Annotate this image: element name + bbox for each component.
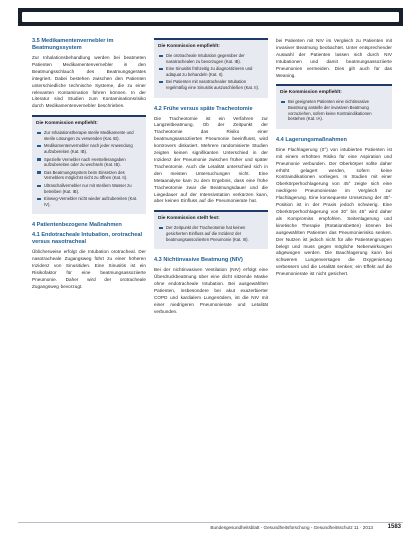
column-right [276, 38, 392, 283]
recommendation-box [276, 84, 392, 128]
bullet-text: Das Beatmungssystem beim Einsetzen des Verneblers möglichst nicht zu öffnen (Kat. II). [44, 169, 128, 181]
bullet-item [36, 196, 142, 207]
bullet-text: Die orotracheale Intubation gegenüber der nasotrachealen zu bevorzugen (Kat. IB). [166, 53, 245, 64]
recommendation-box [154, 38, 268, 98]
bullet-item [36, 143, 142, 154]
statement-box [154, 210, 268, 249]
section-heading: 4.1 Endotracheale Intubation, orotracheal versus nasotracheal [32, 232, 143, 246]
bullet-icon [37, 171, 41, 174]
column-left [32, 38, 146, 296]
box-title: Die Kommission empfiehlt: [36, 121, 98, 127]
column-middle [154, 38, 268, 320]
bullet-item [158, 53, 264, 64]
bullet-text: Der Zeitpunkt der Tracheotomie hat keinen gesicherten Einfluss auf die Inzidenz der beatmungsassoziierten Pneumonie (Kat. III). [166, 225, 249, 242]
body-paragraph: Zur Inhalationsbehandlung werden bei beatmeten Patienten Medikamentenvernebler in den Beatmungsschlauch des Beatmungsgerätes integriert. Dabei bestehen zwischen den Patienten unterschiedliche technische Systeme, die zu einer relevanten Kontamination führen können. In der Literatur sind Studien zum Kontaminationsrisiko durch Medikamentenvernebler beschrieben. [32, 55, 146, 109]
bullet-text: Bei Patienten mit nasotrachealer Intubation regelmäßig eine Sinusitis auszuschließen (Kat. II). [166, 79, 260, 90]
box-title: Die Kommission stellt fest: [158, 216, 220, 222]
section-heading: 4.4 Lagerungsmaßnahmen [276, 136, 347, 143]
bullet-icon [37, 198, 41, 201]
bullet-icon [159, 81, 163, 84]
bullet-icon [37, 158, 41, 161]
bullet-item [36, 183, 142, 194]
section-heading: 4.3 Nichtinvasive Beatmung (NIV) [154, 257, 243, 264]
bullet-icon [159, 55, 163, 58]
bullet-icon [37, 145, 41, 148]
bullet-item [36, 157, 142, 168]
header-bar [18, 8, 403, 26]
recommendation-box [32, 115, 146, 214]
journal-citation: Bundesgesundheitsblatt - Gesundheitsforschung - Gesundheitsschutz 11 · 2013 [210, 525, 373, 530]
body-paragraph: Bei der nichtinvasiven Ventilation (NIV) erfolgt eine Überdruckbeatmung über eine dicht sitzende Maske ohne endotracheale Intubation. Bei ausgewählten Patienten, insbesondere bei akut exazerbierter COPD und kardialem Lungenödem, ist die NIV mit einer niedrigeren Pneumonierate und Letalität verbunden. [154, 267, 268, 314]
bullet-item [158, 79, 264, 90]
bullet-icon [159, 68, 163, 71]
chapter-heading: 4 Patientenbezogene Maßnahmen [32, 222, 122, 229]
box-title: Die Kommission empfiehlt: [158, 44, 220, 49]
bullet-text: Ultraschallvernebler nur mit sterilem Wasser zu betreiben (Kat. IB). [44, 183, 132, 194]
bullet-text: Medikamentenvernebler nach jeder Anwendung aufzubereiten (Kat. IB). [44, 143, 133, 155]
bullet-item [36, 170, 142, 181]
body-paragraph: Eine Flachlagerung (0°) von intubierten Patienten ist mit einem erhöhten Risiko für eine Aspiration und Pneumonie verbunden. Der Oberkörper sollte daher erhöht gelagert werden, sofern keine Kontraindikationen vorliegen. In Studien mit einer Oberkörperhochlagerung von 45° zeigte sich eine niedrigere Pneumonierate im Vergleich zur Flachlagerung. Eine konsequente Umsetzung der 45°-Position ist in der Praxis jedoch schwierig. Eine Oberkörperhochlagerung von 30° bis 45° wird daher als Kompromiss empfohlen. Seitenlagerung und kinetische Therapie (Rotationsbetten) können bei ausgewählten Patienten das Pneumonierisiko senken. Der Nutzen ist jedoch nicht für alle Patientengruppen belegt und muss gegen mögliche Nebenwirkungen abgewogen werden. Die Bauchlagerung kann bei schwerem Lungenversagen die Oxygenierung verbessern und die Letalität senken; ein Effekt auf die Pneumonierate ist nicht gesichert. [276, 146, 392, 277]
bullet-item [36, 130, 142, 141]
box-title: Die Kommission empfiehlt: [280, 90, 342, 96]
bullet-text: Bei geeigneten Patienten eine nichtinvasive Beatmung anstelle der invasiven Beatmung vorzuziehen, sofern keine Kontraindikationen bestehen (Kat. IA). [288, 99, 372, 122]
bullet-icon [37, 132, 41, 135]
bullet-text: Spezielle Vernebler nach Herstellerangaben aufzubereiten oder zu wechseln (Kat. IB). [44, 156, 126, 168]
header-bar-inner [22, 12, 399, 22]
section-heading: 3.5 Medikamentenvernebler im Beatmungssystem [32, 38, 114, 51]
bullet-text: Einweg-Vernebler nicht wieder aufzubereiten (Kat. IV). [44, 196, 138, 207]
bullet-item [158, 66, 264, 77]
bullet-icon [37, 185, 41, 188]
bullet-icon [159, 227, 163, 230]
bullet-item [280, 99, 388, 121]
bullet-text: Eine Sinusitis frühzeitig zu diagnostizieren und adäquat zu behandeln (Kat. II). [166, 66, 253, 77]
body-paragraph: Üblicherweise erfolgt die Intubation orotracheal. Der nasotracheale Zugangsweg führt zu einer höheren Inzidenz von Sinusitiden. Eine Sinusitis ist ein Risikofaktor für eine beatmungsassoziierte Pneumonie. Daher wird der orotracheale Zugangsweg bevorzugt. [32, 249, 146, 289]
page-number: 1583 [387, 524, 401, 530]
page-footer [18, 522, 403, 532]
bullet-icon [281, 101, 285, 104]
bullet-text: Zur Inhalationstherapie sterile Medikamente und sterile Lösungen zu verwenden (Kat. IB). [44, 130, 134, 141]
body-paragraph: bei Patienten mit NIV im Vergleich zu Patienten mit invasiver Beatmung beobachtet. Unter entsprechender Auswahl der Patienten lassen sich durch NIV Intubationen und damit beatmungsassoziierte Pneumonien vermeiden. Dies gilt auch für das Weaning. [276, 38, 392, 78]
section-heading: 4.2 Frühe versus späte Tracheotomie [154, 105, 253, 112]
body-paragraph: Die Tracheotomie ist ein Verfahren zur Langzeitbeatmung. Ob der Zeitpunkt der Tracheotomie das Risiko einer beatmungsassoziierten Pneumonie beeinflusst, wird kontrovers diskutiert. Mehrere randomisierte Studien zeigten keinen signifikanten Unterschied in der Inzidenz der Pneumonie zwischen früher und später Tracheotomie. Auch die Letalität unterschied sich in den meisten Untersuchungen nicht. Eine Metaanalyse kam zu dem Ergebnis, dass eine frühe Tracheotomie zwar die Beatmungsdauer und die Liegedauer auf der Intensivstation verkürzen kann, aber keinen Einfluss auf die Pneumonierate hat. [154, 115, 268, 204]
bullet-item [158, 225, 264, 242]
